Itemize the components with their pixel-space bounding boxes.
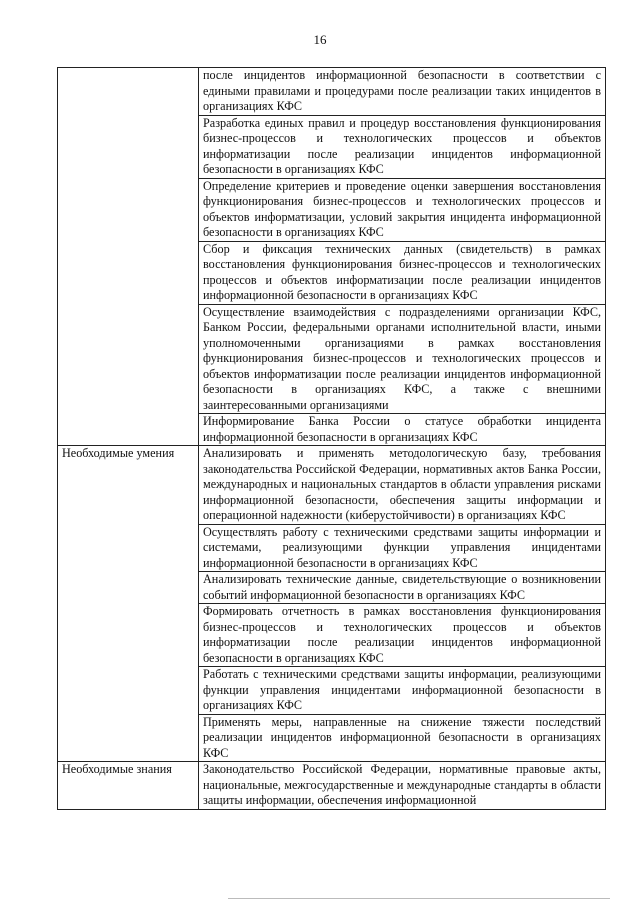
cell-text: Анализировать и применять методологическую базу, требования законодательства Российской Федерации, нормативных актов Банка России, международных и национальных стандартов в области управления рисками информационной безопасности, обеспечения защиты информации и операционной надежности (киберустойчивости) в организациях КФС	[203, 446, 601, 522]
page-number: 16	[313, 32, 327, 47]
cell-text: Законодательство Российской Федерации, нормативные правовые акты, национальные, межгосударственные и международные стандарты в области защиты информации, обеспечения информационной	[203, 762, 601, 807]
competency-table	[57, 67, 606, 810]
table-row	[58, 68, 606, 116]
scan-edge-rule	[228, 898, 610, 899]
table-cell	[199, 68, 606, 116]
row-label-skills: Необходимые умения	[58, 446, 199, 762]
cell-text: Анализировать технические данные, свидетельствующие о возникновении событий информационной безопасности в организациях КФС	[203, 572, 601, 602]
cell-text: после инцидентов информационной безопасности в соответствии с едиными правилами и процедурами после реализации таких инцидентов в организациях КФС	[203, 68, 601, 113]
table-cell	[199, 524, 606, 572]
table-row	[58, 762, 606, 810]
table-cell	[199, 241, 606, 304]
table-cell	[199, 414, 606, 446]
row-label-knowledge: Необходимые знания	[58, 762, 199, 810]
cell-text: Формировать отчетность в рамках восстановления функционирования бизнес-процессов и технологических процессов и объектов информатизации после реализации инцидентов информационной безопасности в организациях КФС	[203, 604, 601, 665]
cell-text: Работать с техническими средствами защиты информации, реализующими функции управления инцидентами информационной безопасности в организациях КФС	[203, 667, 601, 712]
table-cell	[199, 714, 606, 762]
cell-text: Сбор и фиксация технических данных (свидетельств) в рамках восстановления функционирования бизнес-процессов и технологических процессов и объектов информатизации после реализации инцидентов информационной безопасности в организациях КФС	[203, 241, 601, 302]
table-cell	[199, 446, 606, 525]
cell-text: Осуществлять работу с техническими средствами защиты информации и системами, реализующими функции управления инцидентами информационной безопасности в организациях КФС	[203, 524, 601, 570]
table-cell	[199, 178, 606, 241]
cell-text: Осуществление взаимодействия с подразделениями организации КФС, Банком России, федеральными органами исполнительной власти, иными уполномоченными организациями в рамках восстановления функционирования бизнес-процессов и технологических процессов и объектов информатизации после реализации инцидентов информационной безопасности в организациях КФС, а также с внешними заинтересованными организациями	[203, 304, 601, 412]
table-cell	[199, 667, 606, 715]
table-cell	[199, 604, 606, 667]
cell-text: Информирование Банка России о статусе обработки инцидента информационной безопасности в организациях КФС	[203, 414, 601, 444]
cell-text: Применять меры, направленные на снижение тяжести последствий реализации инцидентов информационной безопасности в организациях КФС	[203, 714, 601, 760]
table-cell	[199, 762, 606, 810]
row-label-empty	[58, 68, 199, 446]
cell-text: Определение критериев и проведение оценки завершения восстановления функционирования бизнес-процессов и технологических процессов и объектов информатизации, условий закрытия инцидента информационной безопасности в организациях КФС	[203, 178, 601, 239]
cell-text: Разработка единых правил и процедур восстановления функционирования бизнес-процессов и технологических процессов и объектов информатизации после реализации инцидентов информационной безопасности в организациях КФС	[203, 115, 601, 176]
table-cell	[199, 304, 606, 414]
table-row	[58, 446, 606, 525]
table-cell	[199, 572, 606, 604]
table-cell	[199, 115, 606, 178]
